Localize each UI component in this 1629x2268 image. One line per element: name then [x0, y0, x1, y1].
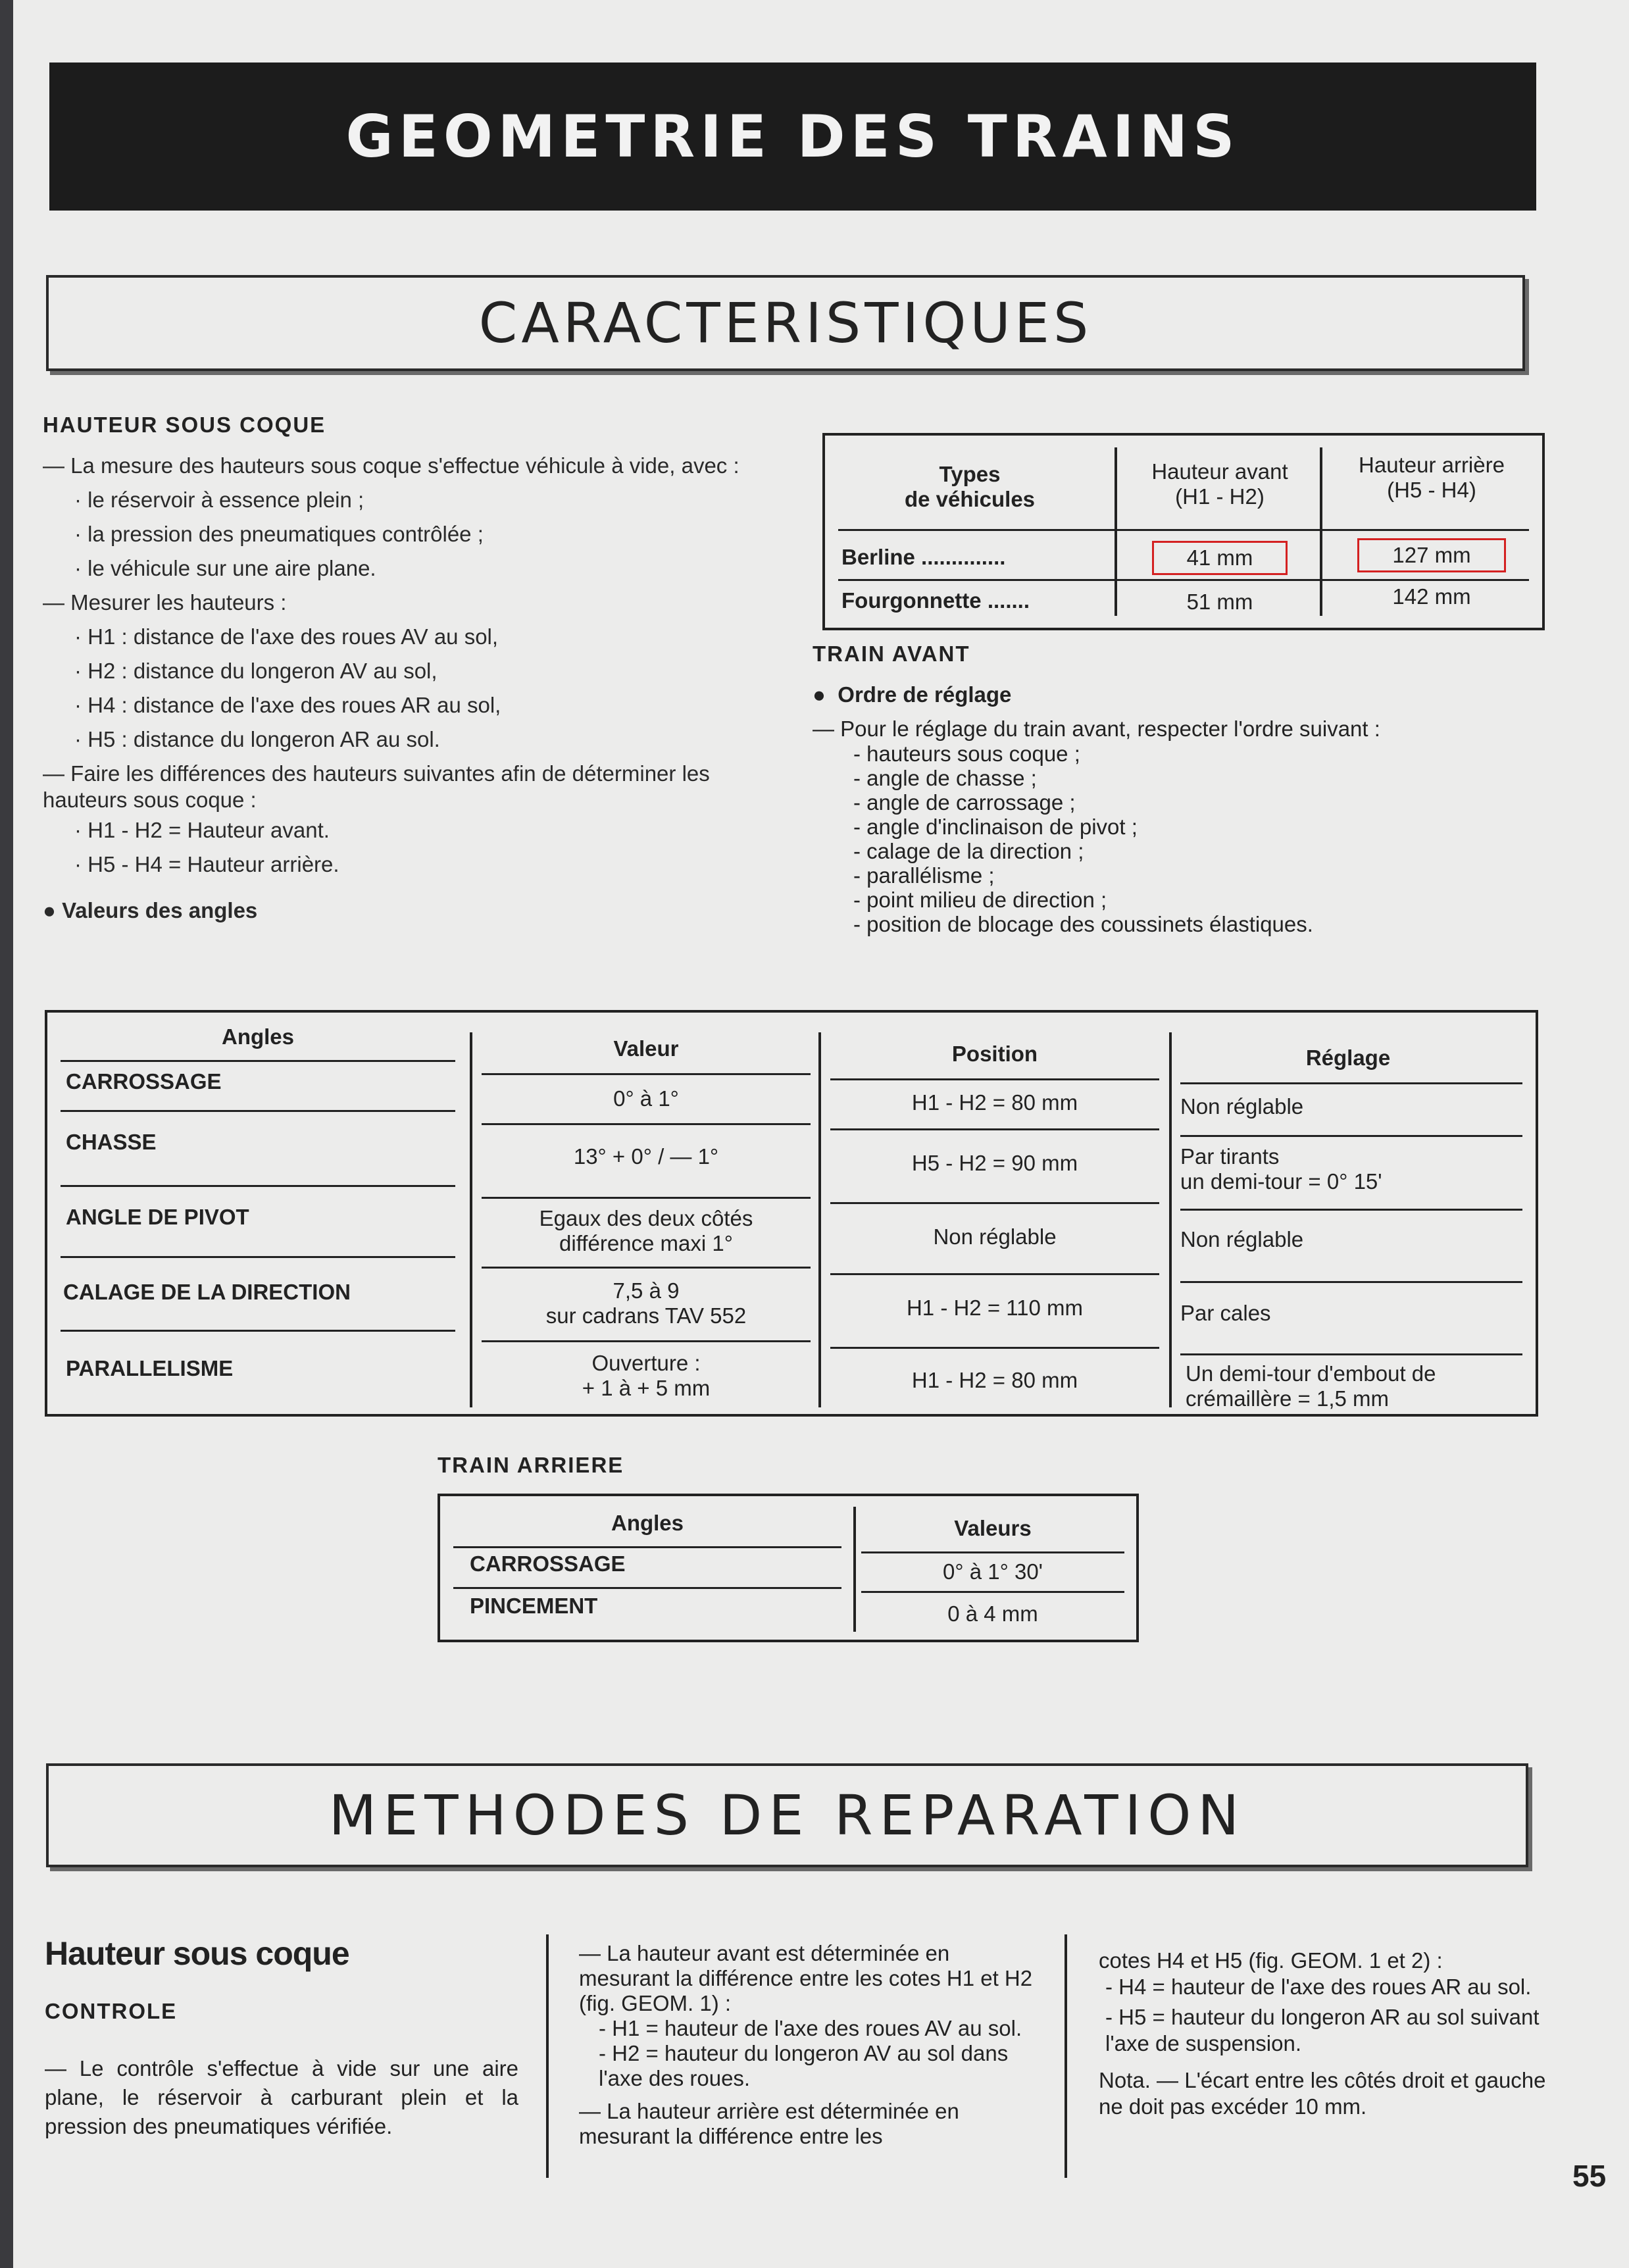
order-heading-text: Ordre de réglage [838, 682, 1012, 707]
valeur-pivot: Egaux des deux côtés différence maxi 1° [539, 1206, 753, 1255]
condition-item: · la pression des pneumatiques contrôlée ; [74, 522, 484, 546]
ta-angle-carrossage: CARROSSAGE [470, 1551, 626, 1576]
column-divider [1065, 1934, 1067, 2178]
ta-angle-pincement: PINCEMENT [470, 1594, 598, 1618]
order-intro: — Pour le réglage du train avant, respecter l'ordre suivant : [813, 717, 1380, 741]
angle-pivot: ANGLE DE PIVOT [66, 1205, 249, 1229]
repair-col2-item: - H2 = hauteur du longeron AV au sol dans l'axe des roues. [599, 2041, 1009, 2090]
position-pivot: Non réglable [933, 1224, 1057, 1249]
berline-arriere-value: 127 mm [1357, 538, 1505, 572]
angle-carrossage: CARROSSAGE [66, 1069, 222, 1094]
type-label: Berline [841, 545, 915, 569]
row-type-berline [841, 545, 1005, 570]
leader-dots: .............. [921, 545, 1006, 569]
order-item: - angle de chasse ; [853, 766, 1037, 790]
valeur-carrossage: 0° à 1° [613, 1086, 679, 1111]
position-header: Position [951, 1042, 1038, 1066]
ta-header-valeurs: Valeurs [954, 1516, 1032, 1540]
angles-heading-text: Valeurs des angles [62, 898, 258, 922]
height-header-avant: Hauteur avant (H1 - H2) [1151, 459, 1288, 509]
order-item: - position de blocage des coussinets élastiques. [853, 912, 1313, 936]
order-heading: ● Ordre de réglage [813, 682, 1012, 707]
reglage-chasse: Par tirants un demi-tour = 0° 15' [1180, 1144, 1382, 1194]
methodes-title-box [46, 1763, 1528, 1867]
train-arriere-heading: TRAIN ARRIERE [438, 1453, 624, 1477]
measure-item: · H2 : distance du longeron AV au sol, [74, 659, 438, 683]
methodes-title: METHODES DE REPARATION [328, 1783, 1246, 1848]
repair-col3-item: - H5 = hauteur du longeron AR au sol suivant l'axe de suspension. [1105, 2005, 1540, 2055]
order-item: - parallélisme ; [853, 863, 995, 888]
angle-chasse: CHASSE [66, 1130, 157, 1154]
page-number: 55 [1572, 2159, 1607, 2193]
berline-arriere [1326, 538, 1537, 572]
repair-title: Hauteur sous coque [45, 1935, 349, 1972]
order-item: - angle de carrossage ; [853, 790, 1076, 815]
title-banner [49, 63, 1536, 211]
fourgonnette-avant: 51 mm [1186, 590, 1253, 614]
section-title-box [46, 275, 1525, 371]
train-arriere-table [438, 1494, 1139, 1642]
repair-col3-para: cotes H4 et H5 (fig. GEOM. 1 et 2) : [1099, 1948, 1443, 1973]
berline-avant [1121, 541, 1318, 575]
height-table [822, 433, 1545, 630]
diff-item: · H1 - H2 = Hauteur avant. [74, 818, 330, 842]
measure-item: · H1 : distance de l'axe des roues AV au sol, [74, 624, 499, 649]
position-calage: H1 - H2 = 110 mm [906, 1296, 1084, 1320]
order-item: - calage de la direction ; [853, 839, 1084, 863]
height-header-type: Types de véhicules [904, 462, 1036, 511]
measure-item: · H5 : distance du longeron AR au sol. [74, 727, 440, 751]
hauteur-intro: — La mesure des hauteurs sous coque s'effectue véhicule à vide, avec : [43, 453, 739, 478]
repair-col-1 [45, 1934, 518, 2141]
angle-calage: CALAGE DE LA DIRECTION [63, 1280, 351, 1304]
order-item: - angle d'inclinaison de pivot ; [853, 815, 1138, 839]
hauteur-heading: HAUTEUR SOUS COQUE [43, 413, 326, 437]
ta-header-angles: Angles [611, 1511, 684, 1535]
hauteur-section [43, 408, 780, 928]
repair-col2-item: - H1 = hauteur de l'axe des roues AV au sol. [599, 2016, 1022, 2040]
document-page [13, 0, 1629, 2268]
repair-col-3 [1099, 1948, 1553, 2120]
fourgonnette-arriere: 142 mm [1392, 584, 1471, 609]
angles-header: Angles [221, 1024, 295, 1049]
position-parallelisme: H1 - H2 = 80 mm [911, 1368, 1078, 1392]
condition-item: · le réservoir à essence plein ; [74, 488, 364, 512]
row-type-fourgonnette [841, 588, 1030, 613]
valeur-chasse: 13° + 0° / — 1° [573, 1144, 719, 1169]
train-avant-heading: TRAIN AVANT [813, 642, 970, 666]
repair-col2-para: — La hauteur avant est déterminée en mesurant la différence entre les cotes H1 et H2 (fig. GEOM. 1) : [579, 1941, 1033, 2015]
train-avant-section [813, 642, 1549, 936]
valeur-header: Valeur [613, 1036, 679, 1061]
repair-col3-item: - H4 = hauteur de l'axe des roues AR au sol. [1105, 1975, 1532, 1999]
order-item: - hauteurs sous coque ; [853, 742, 1080, 766]
column-divider [546, 1934, 549, 2178]
valeur-parallelisme: Ouverture : + 1 à + 5 mm [582, 1351, 711, 1400]
diff-intro: — Faire les différences des hauteurs suivantes afin de déterminer les hauteurs sous coque : [43, 761, 710, 812]
measure-item: · H4 : distance de l'axe des roues AR au sol, [74, 693, 501, 717]
repair-subtitle: CONTROLE [45, 1999, 178, 2023]
repair-col-2 [579, 1941, 1040, 2149]
repair-col2-para: — La hauteur arrière est déterminée en mesurant la différence entre les [579, 2099, 959, 2148]
reglage-pivot: Non réglable [1180, 1227, 1304, 1251]
type-label: Fourgonnette [841, 588, 982, 613]
angles-table [45, 1010, 1538, 1417]
angle-parallelisme: PARALLELISME [66, 1356, 234, 1380]
angles-heading: ● Valeurs des angles [43, 898, 258, 922]
order-item: - point milieu de direction ; [853, 888, 1107, 912]
section-title: CARACTERISTIQUES [478, 291, 1093, 355]
leader-dots: ....... [987, 588, 1030, 613]
ta-valeur-pincement: 0 à 4 mm [947, 1601, 1038, 1626]
berline-avant-value: 41 mm [1152, 541, 1288, 575]
diff-item: · H5 - H4 = Hauteur arrière. [74, 852, 339, 876]
repair-col3-nota: Nota. — L'écart entre les côtés droit et gauche ne doit pas excéder 10 mm. [1099, 2068, 1546, 2119]
measure-intro: — Mesurer les hauteurs : [43, 590, 287, 615]
height-header-arriere: Hauteur arrière (H5 - H4) [1359, 453, 1505, 502]
condition-item: · le véhicule sur une aire plane. [74, 556, 376, 580]
reglage-header: Réglage [1305, 1046, 1391, 1070]
reglage-calage: Par cales [1180, 1301, 1271, 1325]
position-carrossage: H1 - H2 = 80 mm [911, 1090, 1078, 1115]
reglage-parallelisme: Un demi-tour d'embout de crémaillère = 1,5 mm [1186, 1361, 1436, 1411]
order-list [813, 742, 1549, 936]
reglage-carrossage: Non réglable [1180, 1094, 1304, 1119]
repair-col1-text: — Le contrôle s'effectue à vide sur une aire plane, le réservoir à carburant plein et la pression des pneumatiques vérifiée. [45, 2056, 518, 2138]
position-chasse: H5 - H2 = 90 mm [911, 1151, 1078, 1175]
ta-valeur-carrossage: 0° à 1° 30' [943, 1559, 1043, 1584]
page-title: GEOMETRIE DES TRAINS [345, 103, 1240, 170]
valeur-calage: 7,5 à 9 sur cadrans TAV 552 [545, 1278, 747, 1328]
